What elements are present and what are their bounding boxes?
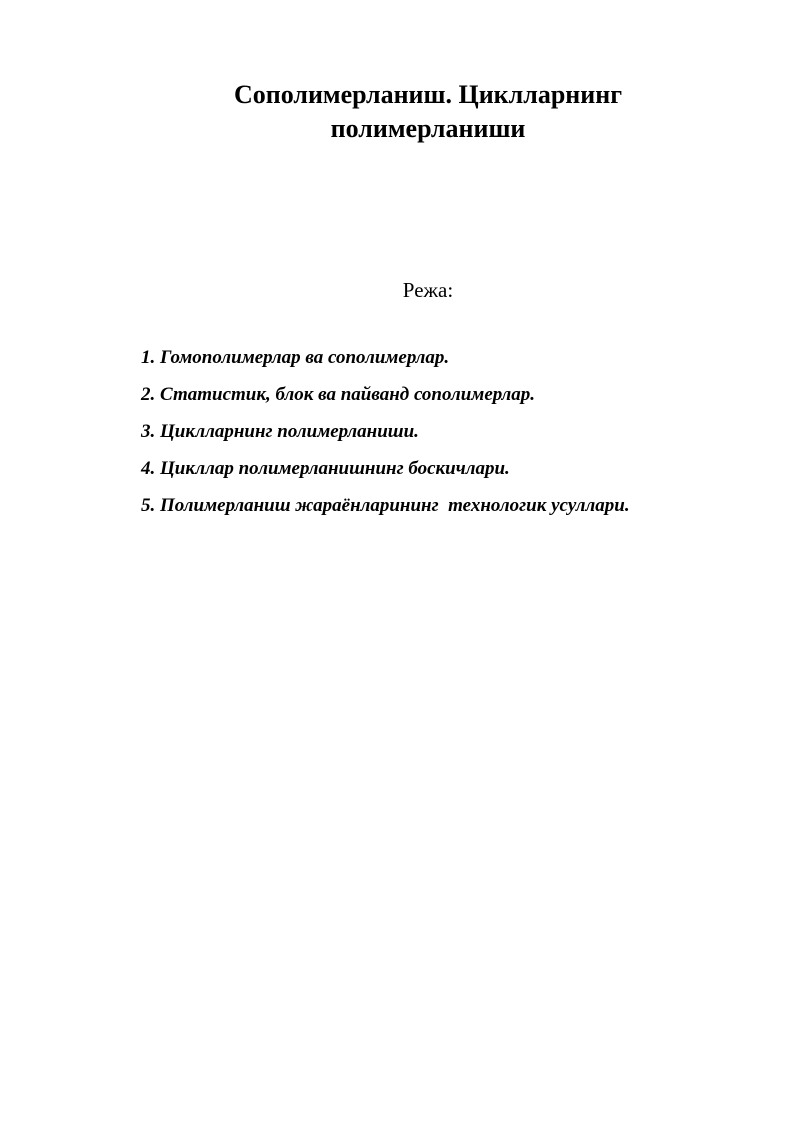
plan-item-1: 1. Гомополимерлар ва сополимерлар.	[141, 347, 450, 368]
plan-item-5: 5. Полимерланиш жараёнларининг технологик усуллари.	[141, 495, 630, 516]
plan-item-3: 3. Циклларнинг полимерланиши.	[141, 421, 419, 442]
page-title-line-1: Сополимерланиш. Циклларнинг	[233, 80, 623, 109]
plan-heading: Режа:	[402, 278, 454, 302]
plan-list	[141, 346, 761, 531]
plan-item-4: 4. Цикллар полимерланишнинг боскичлари.	[141, 458, 510, 479]
page-title	[120, 78, 736, 146]
page-title-line-2: полимерланиши	[330, 114, 526, 143]
plan-item-2: 2. Статистик, блок ва пайванд сополимерлар.	[141, 384, 536, 405]
